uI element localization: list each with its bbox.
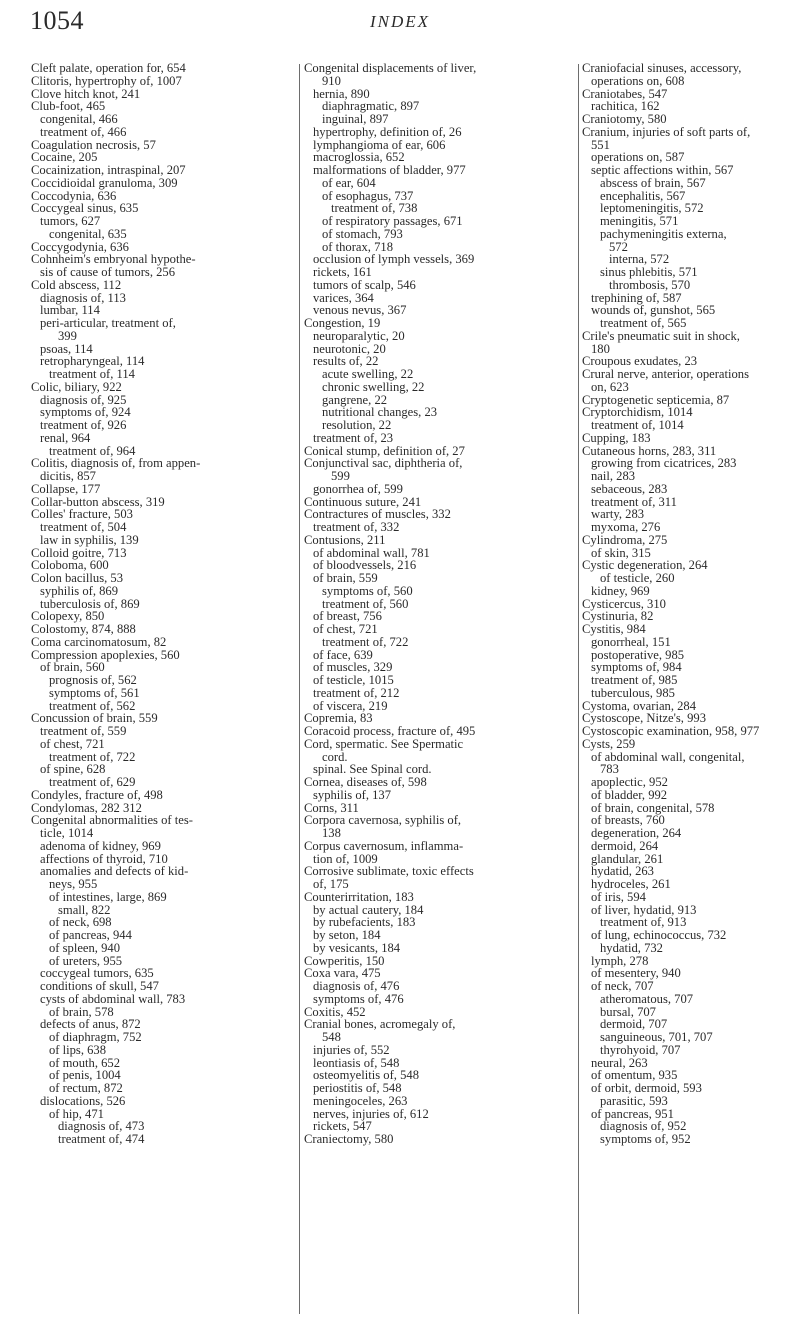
index-subentry: dicitis, 857 bbox=[40, 469, 96, 483]
index-subentry: treatment of, 474 bbox=[58, 1132, 145, 1146]
index-subentry: thyrohyoid, 707 bbox=[600, 1042, 681, 1057]
index-subentry: tuberculous, 985 bbox=[591, 685, 675, 700]
page-number: 1054 bbox=[30, 6, 84, 35]
index-subentry: cord. bbox=[322, 749, 348, 764]
index-subentry: sebaceous, 283 bbox=[591, 481, 668, 496]
index-entry: Clove hitch knot, 241 bbox=[31, 86, 141, 101]
index-subentry: operations on, 608 bbox=[591, 73, 685, 88]
index-subentry: interna, 572 bbox=[609, 252, 670, 267]
index-entry: Colopexy, 850 bbox=[31, 609, 105, 624]
index-subentry: diagnosis of, 476 bbox=[313, 979, 400, 993]
index-subentry: pachymeningitis externa, bbox=[600, 226, 727, 241]
index-subentry: treatment of, 964 bbox=[49, 443, 136, 458]
index-subentry: of chest, 721 bbox=[40, 736, 105, 751]
index-subentry: postoperative, 985 bbox=[591, 647, 685, 662]
index-entry: Cryptogenetic septicemia, 87 bbox=[582, 392, 730, 407]
index-subentry: of iris, 594 bbox=[591, 889, 646, 904]
index-subentry: of esophagus, 737 bbox=[322, 188, 414, 203]
index-subentry: of neck, 707 bbox=[591, 979, 654, 993]
index-subentry: of testicle, 1015 bbox=[313, 673, 394, 687]
index-entry: Coxitis, 452 bbox=[304, 1004, 366, 1019]
index-subentry: of lung, echinococcus, 732 bbox=[591, 928, 727, 942]
index-subentry: symptoms of, 952 bbox=[600, 1132, 691, 1146]
index-subentry: of rectum, 872 bbox=[49, 1081, 123, 1095]
index-subentry: symptoms of, 561 bbox=[49, 685, 140, 700]
index-subentry: of ear, 604 bbox=[322, 175, 376, 190]
index-subentry: hypertrophy, definition of, 26 bbox=[313, 124, 462, 139]
index-subentry: wounds of, gunshot, 565 bbox=[591, 303, 716, 318]
index-subentry: on, 623 bbox=[591, 379, 629, 394]
index-subentry: gonorrhea of, 599 bbox=[313, 481, 403, 496]
index-subentry: small, 822 bbox=[58, 902, 111, 917]
index-subentry: hernia, 890 bbox=[313, 86, 370, 101]
index-subentry: defects of anus, 872 bbox=[40, 1017, 141, 1032]
index-entry: Colloid goitre, 713 bbox=[31, 545, 127, 560]
index-entry: Congenital displacements of liver, bbox=[304, 61, 477, 75]
index-subentry: of diaphragm, 752 bbox=[49, 1030, 142, 1044]
index-subentry: treatment of, 466 bbox=[40, 124, 127, 139]
index-subentry: nerves, injuries of, 612 bbox=[313, 1106, 429, 1121]
index-entry: Cystoscopic examination, 958, 977 bbox=[582, 724, 760, 738]
index-subentry: symptoms of, 476 bbox=[313, 991, 404, 1006]
index-entry: Corpora cavernosa, syphilis of, bbox=[304, 813, 462, 828]
column-divider bbox=[299, 64, 300, 1314]
index-entry: Craniofacial sinuses, accessory, bbox=[582, 61, 742, 75]
index-subentry: treatment of, 114 bbox=[49, 367, 135, 381]
index-subentry: parasitic, 593 bbox=[600, 1093, 668, 1108]
index-subentry: trephining of, 587 bbox=[591, 290, 682, 305]
index-subentry: psoas, 114 bbox=[40, 341, 93, 356]
index-subentry: hydatid, 732 bbox=[600, 940, 663, 955]
index-subentry: meningoceles, 263 bbox=[313, 1093, 408, 1108]
index-entry: Cystic degeneration, 264 bbox=[582, 558, 708, 573]
index-entry: Condylomas, 282 312 bbox=[31, 800, 142, 815]
index-subentry: nutritional changes, 23 bbox=[322, 405, 438, 420]
index-subentry: by vesicants, 184 bbox=[313, 940, 401, 955]
index-entry: Colon bacillus, 53 bbox=[31, 571, 123, 585]
index-subentry: results of, 22 bbox=[313, 354, 379, 369]
column-divider bbox=[578, 64, 579, 1314]
index-entry: Congenital abnormalities of tes- bbox=[31, 813, 193, 828]
index-subentry: neuroparalytic, 20 bbox=[313, 328, 405, 343]
index-entry: Compression apoplexies, 560 bbox=[31, 647, 180, 662]
index-subentry: of abdominal wall, congenital, bbox=[591, 749, 745, 764]
index-entry: Cysts, 259 bbox=[582, 736, 636, 751]
index-subentry: of brain, 560 bbox=[40, 660, 105, 675]
index-entry: Contractures of muscles, 332 bbox=[304, 507, 451, 522]
index-subentry: adenoma of kidney, 969 bbox=[40, 838, 161, 853]
index-subentry: treatment of, 559 bbox=[40, 724, 127, 738]
index-subentry: neys, 955 bbox=[49, 877, 98, 891]
index-subentry: meningitis, 571 bbox=[600, 214, 679, 228]
index-subentry: of bloodvessels, 216 bbox=[313, 558, 417, 573]
index-subentry: bursal, 707 bbox=[600, 1004, 656, 1019]
index-subentry: of chest, 721 bbox=[313, 622, 378, 636]
index-subentry: rickets, 547 bbox=[313, 1119, 372, 1134]
index-subentry: resolution, 22 bbox=[322, 418, 392, 432]
index-subentry: degeneration, 264 bbox=[591, 826, 682, 840]
index-subentry: 399 bbox=[58, 328, 77, 343]
index-subentry: 138 bbox=[322, 826, 341, 840]
index-subentry: spinal. See Spinal cord. bbox=[313, 762, 432, 777]
index-subentry: of orbit, dermoid, 593 bbox=[591, 1081, 702, 1095]
index-subentry: treatment of, 985 bbox=[591, 673, 678, 687]
index-subentry: treatment of, 629 bbox=[49, 775, 136, 789]
index-entry: Colitis, diagnosis of, from appen- bbox=[31, 456, 201, 471]
index-entry: Copremia, 83 bbox=[304, 711, 373, 726]
index-entry: Crile's pneumatic suit in shock, bbox=[582, 328, 740, 343]
index-subentry: cysts of abdominal wall, 783 bbox=[40, 991, 186, 1006]
index-entry: Continuous suture, 241 bbox=[304, 494, 422, 509]
index-subentry: sinus phlebitis, 571 bbox=[600, 265, 698, 279]
index-entry: Concussion of brain, 559 bbox=[31, 711, 158, 726]
index-subentry: of intestines, large, 869 bbox=[49, 889, 167, 904]
index-subentry: treatment of, 565 bbox=[600, 316, 687, 330]
index-entry: Cowperitis, 150 bbox=[304, 953, 385, 968]
index-subentry: leontiasis of, 548 bbox=[313, 1055, 400, 1070]
index-entry: Cold abscess, 112 bbox=[31, 277, 122, 292]
index-subentry: 572 bbox=[609, 239, 628, 254]
index-subentry: congenital, 635 bbox=[49, 226, 127, 241]
index-subentry: treatment of, 212 bbox=[313, 685, 400, 700]
index-subentry: renal, 964 bbox=[40, 430, 91, 445]
index-subentry: lymphangioma of ear, 606 bbox=[313, 137, 446, 152]
index-entry: Condyles, fracture of, 498 bbox=[31, 787, 163, 802]
index-entry: Counterirritation, 183 bbox=[304, 889, 414, 904]
index-subentry: diagnosis of, 952 bbox=[600, 1119, 687, 1134]
index-subentry: treatment of, 562 bbox=[49, 698, 136, 713]
index-column-2 bbox=[304, 62, 576, 1146]
index-subentry: 783 bbox=[600, 762, 619, 777]
index-subentry: of spine, 628 bbox=[40, 762, 106, 777]
index-entry: Corrosive sublimate, toxic effects bbox=[304, 864, 474, 879]
index-subentry: by seton, 184 bbox=[313, 928, 381, 942]
index-subentry: retropharyngeal, 114 bbox=[40, 354, 145, 369]
index-entry: Cord, spermatic. See Spermatic bbox=[304, 736, 464, 751]
index-entry: Coloboma, 600 bbox=[31, 558, 109, 573]
index-entry: Conical stump, definition of, 27 bbox=[304, 443, 465, 458]
index-subentry: encephalitis, 567 bbox=[600, 188, 686, 203]
index-subentry: 551 bbox=[591, 137, 610, 152]
index-entry: Coracoid process, fracture of, 495 bbox=[304, 724, 476, 738]
index-subentry: gangrene, 22 bbox=[322, 392, 388, 407]
index-subentry: abscess of brain, 567 bbox=[600, 175, 706, 190]
index-subentry: of ureters, 955 bbox=[49, 953, 123, 968]
index-subentry: of neck, 698 bbox=[49, 915, 112, 930]
index-subentry: tumors, 627 bbox=[40, 214, 101, 228]
index-entry: Cleft palate, operation for, 654 bbox=[31, 61, 186, 75]
index-subentry: acute swelling, 22 bbox=[322, 367, 414, 381]
index-subentry: neurotonic, 20 bbox=[313, 341, 386, 356]
index-subentry: sanguineous, 701, 707 bbox=[600, 1030, 713, 1044]
index-subentry: diaphragmatic, 897 bbox=[322, 99, 420, 114]
index-subentry: treatment of, 504 bbox=[40, 520, 127, 534]
index-subentry: of omentum, 935 bbox=[591, 1068, 678, 1083]
index-subentry: symptoms of, 560 bbox=[322, 583, 413, 598]
index-subentry: of mesentery, 940 bbox=[591, 966, 681, 981]
index-subentry: peri-articular, treatment of, bbox=[40, 316, 176, 330]
index-entry: Cylindroma, 275 bbox=[582, 532, 668, 547]
index-subentry: of pancreas, 944 bbox=[49, 928, 132, 942]
index-subentry: diagnosis of, 473 bbox=[58, 1119, 145, 1134]
index-subentry: of liver, hydatid, 913 bbox=[591, 902, 697, 917]
index-subentry: of brain, 578 bbox=[49, 1004, 114, 1019]
index-subentry: conditions of skull, 547 bbox=[40, 979, 159, 993]
index-subentry: occlusion of lymph vessels, 369 bbox=[313, 252, 475, 267]
index-subentry: 599 bbox=[331, 469, 350, 483]
index-entry: Cystinuria, 82 bbox=[582, 609, 654, 624]
index-subentry: diagnosis of, 925 bbox=[40, 392, 127, 407]
index-entry: Cryptorchidism, 1014 bbox=[582, 405, 693, 420]
index-entry: Colic, biliary, 922 bbox=[31, 379, 122, 394]
index-subentry: of face, 639 bbox=[313, 647, 373, 662]
index-subentry: of breast, 756 bbox=[313, 609, 382, 624]
index-subentry: chronic swelling, 22 bbox=[322, 379, 425, 394]
index-subentry: atheromatous, 707 bbox=[600, 991, 694, 1006]
index-subentry: rachitica, 162 bbox=[591, 99, 660, 114]
index-subentry: venous nevus, 367 bbox=[313, 303, 407, 318]
index-subentry: osteomyelitis of, 548 bbox=[313, 1068, 419, 1083]
index-entry: Coma carcinomatosum, 82 bbox=[31, 634, 167, 649]
index-subentry: of brain, 559 bbox=[313, 571, 378, 585]
index-subentry: dislocations, 526 bbox=[40, 1093, 126, 1108]
index-subentry: tuberculosis of, 869 bbox=[40, 596, 140, 611]
index-entry: Cranium, injuries of soft parts of, bbox=[582, 124, 751, 139]
index-entry: Craniectomy, 580 bbox=[304, 1132, 394, 1146]
index-entry: Cocaine, 205 bbox=[31, 150, 98, 165]
index-entry: Crural nerve, anterior, operations bbox=[582, 367, 749, 381]
index-subentry: malformations of bladder, 977 bbox=[313, 163, 466, 177]
index-subentry: treatment of, 738 bbox=[331, 201, 418, 216]
index-entry: Club-foot, 465 bbox=[31, 99, 106, 114]
index-subentry: sis of cause of tumors, 256 bbox=[40, 265, 176, 279]
index-subentry: lymph, 278 bbox=[591, 953, 649, 968]
index-subentry: syphilis of, 869 bbox=[40, 583, 119, 598]
index-subentry: congenital, 466 bbox=[40, 112, 118, 126]
index-entry: Collar-button abscess, 319 bbox=[31, 494, 165, 509]
index-entry: Craniotomy, 580 bbox=[582, 112, 667, 126]
index-entry: Coagulation necrosis, 57 bbox=[31, 137, 156, 152]
index-subentry: by rubefacients, 183 bbox=[313, 915, 416, 930]
index-subentry: of stomach, 793 bbox=[322, 226, 403, 241]
index-subentry: macroglossia, 652 bbox=[313, 150, 405, 165]
index-subentry: of muscles, 329 bbox=[313, 660, 393, 675]
index-entry: Croupous exudates, 23 bbox=[582, 354, 698, 369]
index-entry: Cohnheim's embryonal hypothe- bbox=[31, 252, 196, 267]
index-subentry: ticle, 1014 bbox=[40, 826, 94, 840]
index-subentry: hydroceles, 261 bbox=[591, 877, 671, 891]
index-subentry: of breasts, 760 bbox=[591, 813, 665, 828]
index-subentry: of respiratory passages, 671 bbox=[322, 214, 463, 228]
index-subentry: of thorax, 718 bbox=[322, 239, 393, 254]
index-subentry: treatment of, 332 bbox=[313, 520, 400, 534]
index-entry: Cystitis, 984 bbox=[582, 622, 646, 636]
index-subentry: anomalies and defects of kid- bbox=[40, 864, 189, 879]
index-entry: Colostomy, 874, 888 bbox=[31, 622, 136, 636]
index-entry: Cutaneous horns, 283, 311 bbox=[582, 443, 717, 458]
index-entry: Corpus cavernosum, inflamma- bbox=[304, 838, 464, 853]
index-subentry: of pancreas, 951 bbox=[591, 1106, 674, 1121]
index-subentry: treatment of, 722 bbox=[49, 749, 136, 764]
index-subentry: septic affections within, 567 bbox=[591, 163, 734, 177]
index-subentry: affections of thyroid, 710 bbox=[40, 851, 168, 866]
index-subentry: tumors of scalp, 546 bbox=[313, 277, 416, 292]
index-column-3 bbox=[582, 62, 797, 1146]
index-subentry: lumbar, 114 bbox=[40, 303, 100, 318]
index-subentry: diagnosis of, 113 bbox=[40, 290, 126, 305]
index-entry: Cysticercus, 310 bbox=[582, 596, 666, 611]
index-subentry: of hip, 471 bbox=[49, 1106, 104, 1121]
index-subentry: myxoma, 276 bbox=[591, 520, 661, 534]
index-subentry: of skin, 315 bbox=[591, 545, 651, 560]
index-column-1 bbox=[31, 62, 297, 1146]
index-subentry: dermoid, 264 bbox=[591, 838, 659, 853]
index-entry: Cupping, 183 bbox=[582, 430, 651, 445]
index-subentry: gonorrheal, 151 bbox=[591, 634, 671, 649]
index-subentry: of testicle, 260 bbox=[600, 571, 675, 585]
index-subentry: law in syphilis, 139 bbox=[40, 532, 139, 547]
index-subentry: 548 bbox=[322, 1030, 341, 1044]
index-entry: Conjunctival sac, diphtheria of, bbox=[304, 456, 463, 471]
index-entry: Cranial bones, acromegaly of, bbox=[304, 1017, 456, 1032]
index-subentry: prognosis of, 562 bbox=[49, 673, 137, 687]
index-subentry: treatment of, 722 bbox=[322, 634, 409, 649]
index-subentry: treatment of, 926 bbox=[40, 418, 127, 432]
index-entry: Craniotabes, 547 bbox=[582, 86, 668, 101]
index-entry: Cystoma, ovarian, 284 bbox=[582, 698, 697, 713]
index-subentry: apoplectic, 952 bbox=[591, 775, 668, 789]
index-subentry: treatment of, 1014 bbox=[591, 418, 684, 432]
index-subentry: symptoms of, 924 bbox=[40, 405, 131, 420]
index-entry: Coccygeal sinus, 635 bbox=[31, 201, 139, 216]
index-subentry: operations on, 587 bbox=[591, 150, 685, 165]
index-subentry: inguinal, 897 bbox=[322, 112, 389, 126]
index-subentry: 180 bbox=[591, 341, 610, 356]
index-subentry: warty, 283 bbox=[591, 507, 645, 522]
index-subentry: periostitis of, 548 bbox=[313, 1081, 402, 1095]
index-subentry: of penis, 1004 bbox=[49, 1068, 121, 1083]
index-subentry: thrombosis, 570 bbox=[609, 277, 691, 292]
index-entry: Corns, 311 bbox=[304, 800, 359, 815]
index-subentry: of brain, congenital, 578 bbox=[591, 800, 715, 815]
index-entry: Collapse, 177 bbox=[31, 481, 101, 496]
index-subentry: injuries of, 552 bbox=[313, 1042, 390, 1057]
index-subentry: of, 175 bbox=[313, 877, 349, 891]
index-subentry: 910 bbox=[322, 73, 341, 88]
index-subentry: rickets, 161 bbox=[313, 265, 372, 279]
index-subentry: treatment of, 23 bbox=[313, 430, 394, 445]
index-entry: Coccidioidal granuloma, 309 bbox=[31, 175, 178, 190]
index-subentry: of lips, 638 bbox=[49, 1042, 107, 1057]
index-subentry: of bladder, 992 bbox=[591, 787, 668, 802]
index-subentry: dermoid, 707 bbox=[600, 1017, 668, 1032]
index-subentry: glandular, 261 bbox=[591, 851, 664, 866]
index-subentry: tion of, 1009 bbox=[313, 851, 378, 866]
index-subentry: kidney, 969 bbox=[591, 583, 650, 598]
index-subentry: by actual cautery, 184 bbox=[313, 902, 424, 917]
index-subentry: of spleen, 940 bbox=[49, 940, 120, 955]
index-subentry: varices, 364 bbox=[313, 290, 374, 305]
running-head: INDEX bbox=[369, 12, 431, 31]
index-entry: Colles' fracture, 503 bbox=[31, 507, 133, 522]
index-entry: Cocainization, intraspinal, 207 bbox=[31, 163, 186, 177]
index-entry: Coccodynia, 636 bbox=[31, 188, 117, 203]
index-subentry: of viscera, 219 bbox=[313, 698, 388, 713]
index-entry: Congestion, 19 bbox=[304, 316, 381, 330]
index-subentry: leptomeningitis, 572 bbox=[600, 201, 704, 216]
index-subentry: treatment of, 913 bbox=[600, 915, 687, 930]
index-subentry: of mouth, 652 bbox=[49, 1055, 121, 1070]
index-subentry: syphilis of, 137 bbox=[313, 787, 392, 802]
index-subentry: growing from cicatrices, 283 bbox=[591, 456, 737, 471]
index-entry: Contusions, 211 bbox=[304, 532, 386, 547]
index-subentry: of abdominal wall, 781 bbox=[313, 545, 430, 560]
index-entry: Clitoris, hypertrophy of, 1007 bbox=[31, 73, 182, 88]
index-subentry: treatment of, 560 bbox=[322, 596, 409, 611]
index-subentry: symptoms of, 984 bbox=[591, 660, 682, 675]
index-entry: Coxa vara, 475 bbox=[304, 966, 381, 981]
index-entry: Coccygodynia, 636 bbox=[31, 239, 129, 254]
index-subentry: nail, 283 bbox=[591, 469, 636, 483]
index-entry: Cornea, diseases of, 598 bbox=[304, 775, 427, 789]
index-subentry: coccygeal tumors, 635 bbox=[40, 966, 154, 981]
index-entry: Cystoscope, Nitze's, 993 bbox=[582, 711, 706, 726]
index-subentry: treatment of, 311 bbox=[591, 494, 677, 509]
index-subentry: neural, 263 bbox=[591, 1055, 648, 1070]
index-subentry: hydatid, 263 bbox=[591, 864, 654, 879]
